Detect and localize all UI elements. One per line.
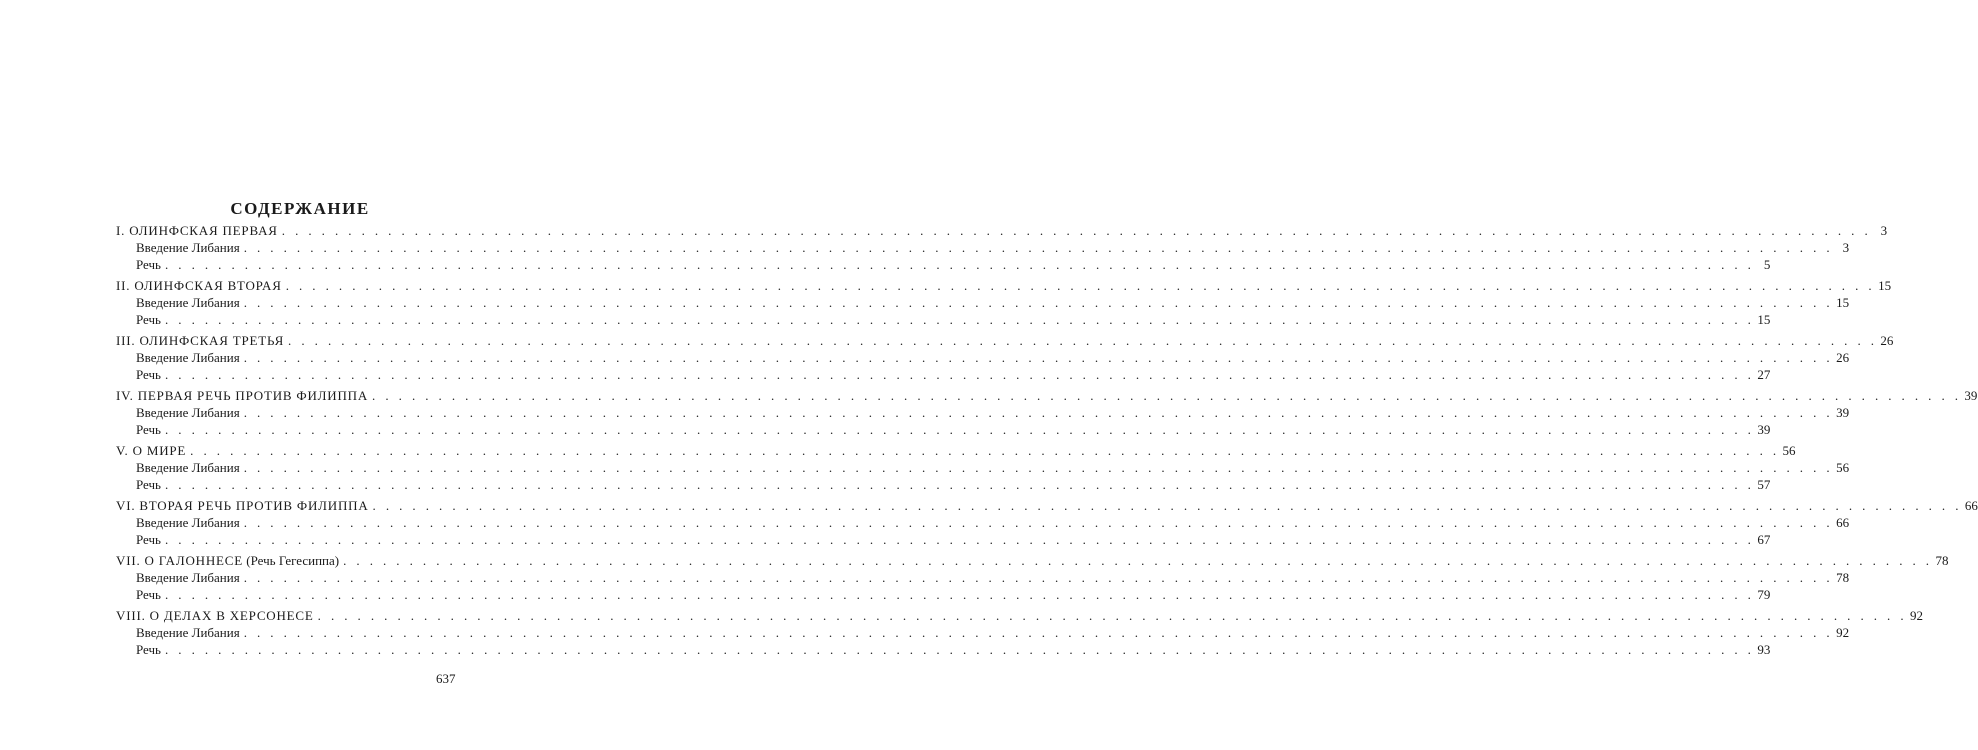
toc-leader-dots: . . . . . . . . . . . . . . . . . . . . . . . . . . . . . . . . . . . . . . . . . . . . . . . . . . . . . . . . . . . . . . . . . . . . . . . . . . . . . . . . . . . . . . . . . . . . . . . . . . . . . . . . . . . . . . . . . . . . . . . .	[285, 278, 1876, 293]
toc-page-number: 3	[1880, 223, 1888, 238]
toc-entry-label: Речь	[136, 367, 161, 382]
toc-leader-dots: . . . . . . . . . . . . . . . . . . . . . . . . . . . . . . . . . . . . . . . . . . . . . . . . . . . . . . . . . . . . . . . . . . . . . . . . . . . . . . . . . . . . . . . . . . . . . . . . . . . . . . . . . . . . . . . . . . . . . . . .	[164, 587, 1755, 602]
toc-entry-label: Речь	[136, 477, 161, 492]
toc-leader-dots: . . . . . . . . . . . . . . . . . . . . . . . . . . . . . . . . . . . . . . . . . . . . . . . . . . . . . . . . . . . . . . . . . . . . . . . . . . . . . . . . . . . . . . . . . . . . . . . . . . . . . . . . . . . . . . . . . . . . . . . .	[243, 570, 1834, 585]
page-number: 637	[436, 671, 456, 686]
toc-page-number: 93	[1757, 642, 1771, 657]
toc-section-title: III. ОЛИНФСКАЯ ТРЕТЬЯ	[116, 333, 285, 348]
toc-page-number: 26	[1836, 350, 1850, 365]
toc-page-number: 56	[1782, 443, 1796, 458]
toc-section-line	[116, 442, 1796, 459]
toc-leader-dots: . . . . . . . . . . . . . . . . . . . . . . . . . . . . . . . . . . . . . . . . . . . . . . . . . . . . . . . . . . . . . . . . . . . . . . . . . . . . . . . . . . . . . . . . . . . . . . . . . . . . . . . . . . . . . . . . . . . . . . . .	[164, 312, 1755, 327]
toc-page-number: 5	[1763, 257, 1771, 272]
toc-leader-dots: . . . . . . . . . . . . . . . . . . . . . . . . . . . . . . . . . . . . . . . . . . . . . . . . . . . . . . . . . . . . . . . . . . . . . . . . . . . . . . . . . . . . . . . . . . . . . . . . . . . . . . . . . . . . . . . . . . . . . . . .	[372, 498, 1962, 513]
toc-leader-dots: . . . . . . . . . . . . . . . . . . . . . . . . . . . . . . . . . . . . . . . . . . . . . . . . . . . . . . . . . . . . . . . . . . . . . . . . . . . . . . . . . . . . . . . . . . . . . . . . . . . . . . . . . . . . . . . . . . . . . . . .	[317, 608, 1907, 623]
toc-leader-dots: . . . . . . . . . . . . . . . . . . . . . . . . . . . . . . . . . . . . . . . . . . . . . . . . . . . . . . . . . . . . . . . . . . . . . . . . . . . . . . . . . . . . . . . . . . . . . . . . . . . . . . . . . . . . . . . . . . . . . . . .	[164, 642, 1755, 657]
toc-entry-line	[116, 404, 1850, 421]
toc-page-number: 57	[1757, 477, 1771, 492]
toc-entry-label: Речь	[136, 312, 161, 327]
toc-section-label	[116, 552, 339, 569]
toc-entry-line	[116, 641, 1771, 658]
toc-entry-label: Введение Либания	[136, 625, 240, 640]
toc-entry-label: Речь	[136, 422, 161, 437]
toc-leader-dots: . . . . . . . . . . . . . . . . . . . . . . . . . . . . . . . . . . . . . . . . . . . . . . . . . . . . . . . . . . . . . . . . . . . . . . . . . . . . . . . . . . . . . . . . . . . . . . . . . . . . . . . . . . . . . . . . . . . . . . . .	[164, 257, 1755, 272]
toc-leader-dots: . . . . . . . . . . . . . . . . . . . . . . . . . . . . . . . . . . . . . . . . . . . . . . . . . . . . . . . . . . . . . . . . . . . . . . . . . . . . . . . . . . . . . . . . . . . . . . . . . . . . . . . . . . . . . . . . . . . . . . . .	[288, 333, 1878, 348]
toc-leader-dots: . . . . . . . . . . . . . . . . . . . . . . . . . . . . . . . . . . . . . . . . . . . . . . . . . . . . . . . . . . . . . . . . . . . . . . . . . . . . . . . . . . . . . . . . . . . . . . . . . . . . . . . . . . . . . . . . . . . . . . . .	[243, 350, 1834, 365]
toc-entry-line	[116, 531, 1771, 548]
toc-leader-dots: . . . . . . . . . . . . . . . . . . . . . . . . . . . . . . . . . . . . . . . . . . . . . . . . . . . . . . . . . . . . . . . . . . . . . . . . . . . . . . . . . . . . . . . . . . . . . . . . . . . . . . . . . . . . . . . . . . . . . . . .	[164, 367, 1755, 382]
toc-section-label	[116, 387, 368, 404]
toc-entry-line	[116, 459, 1850, 476]
toc-page-number: 92	[1910, 608, 1923, 623]
toc-entry-label: Введение Либания	[136, 405, 240, 420]
toc-leader-dots: . . . . . . . . . . . . . . . . . . . . . . . . . . . . . . . . . . . . . . . . . . . . . . . . . . . . . . . . . . . . . . . . . . . . . . . . . . . . . . . . . . . . . . . . . . . . . . . . . . . . . . . . . . . . . . . . . . . . . . . .	[243, 295, 1834, 310]
toc-section-title: IV. ПЕРВАЯ РЕЧЬ ПРОТИВ ФИЛИППА	[116, 388, 369, 403]
toc-section-line	[116, 497, 1978, 514]
toc-page-number: 66	[1964, 498, 1978, 513]
toc-section-title: I. ОЛИНФСКАЯ ПЕРВАЯ	[116, 223, 278, 238]
toc-entry-label: Введение Либания	[136, 460, 240, 475]
toc-section-line	[116, 607, 1923, 624]
toc-entry-line	[116, 476, 1771, 493]
toc-page-number: 15	[1836, 295, 1850, 310]
toc-page-number: 92	[1836, 625, 1850, 640]
toc-section-title: VIII. О ДЕЛАХ В ХЕРСОНЕСЕ	[116, 608, 314, 623]
toc-section-label	[116, 607, 314, 624]
toc-list	[116, 222, 1978, 658]
toc-section-title: VII. О ГАЛОННЕСЕ	[116, 553, 244, 568]
toc-entry-line	[116, 569, 1850, 586]
toc-section-label	[116, 277, 282, 294]
toc-entry-line	[116, 256, 1771, 273]
toc-page-number: 15	[1757, 312, 1771, 327]
toc-page-number: 56	[1836, 460, 1850, 475]
toc-entry-line	[116, 239, 1850, 256]
toc-section-line	[116, 387, 1978, 404]
toc-section-line	[116, 222, 1888, 239]
toc-page-number: 27	[1757, 367, 1771, 382]
toc-entry-label: Речь	[136, 257, 161, 272]
toc-entry-line	[116, 366, 1771, 383]
toc-leader-dots: . . . . . . . . . . . . . . . . . . . . . . . . . . . . . . . . . . . . . . . . . . . . . . . . . . . . . . . . . . . . . . . . . . . . . . . . . . . . . . . . . . . . . . . . . . . . . . . . . . . . . . . . . . . . . . . . . . . . . . . .	[372, 388, 1962, 403]
toc-entry-label: Речь	[136, 532, 161, 547]
toc-entry-line	[116, 514, 1850, 531]
toc-page-number: 79	[1757, 587, 1771, 602]
toc-entry-line	[116, 624, 1850, 641]
toc-section-title: V. О МИРЕ	[116, 443, 187, 458]
toc-section-label	[116, 332, 284, 349]
toc-entry-line	[116, 421, 1771, 438]
toc-page-number: 66	[1836, 515, 1850, 530]
toc-leader-dots: . . . . . . . . . . . . . . . . . . . . . . . . . . . . . . . . . . . . . . . . . . . . . . . . . . . . . . . . . . . . . . . . . . . . . . . . . . . . . . . . . . . . . . . . . . . . . . . . . . . . . . . . . . . . . . . . . . . . . . . .	[164, 477, 1755, 492]
toc-page-number: 67	[1757, 532, 1771, 547]
toc-entry-label: Введение Либания	[136, 350, 240, 365]
toc-page-number: 39	[1836, 405, 1850, 420]
toc-leader-dots: . . . . . . . . . . . . . . . . . . . . . . . . . . . . . . . . . . . . . . . . . . . . . . . . . . . . . . . . . . . . . . . . . . . . . . . . . . . . . . . . . . . . . . . . . . . . . . . . . . . . . . . . . . . . . . . . . . . . . . . .	[243, 240, 1834, 255]
toc-entry-label: Введение Либания	[136, 295, 240, 310]
toc-leader-dots: . . . . . . . . . . . . . . . . . . . . . . . . . . . . . . . . . . . . . . . . . . . . . . . . . . . . . . . . . . . . . . . . . . . . . . . . . . . . . . . . . . . . . . . . . . . . . . . . . . . . . . . . . . . . . . . . . . . . . . . .	[164, 532, 1755, 547]
toc-entry-line	[116, 294, 1850, 311]
toc-leader-dots: . . . . . . . . . . . . . . . . . . . . . . . . . . . . . . . . . . . . . . . . . . . . . . . . . . . . . . . . . . . . . . . . . . . . . . . . . . . . . . . . . . . . . . . . . . . . . . . . . . . . . . . . . . . . . . . . . . . . . . . .	[243, 625, 1834, 640]
toc-page-number: 26	[1880, 333, 1894, 348]
toc-leader-dots: . . . . . . . . . . . . . . . . . . . . . . . . . . . . . . . . . . . . . . . . . . . . . . . . . . . . . . . . . . . . . . . . . . . . . . . . . . . . . . . . . . . . . . . . . . . . . . . . . . . . . . . . . . . . . . . . . . . . . . . .	[164, 422, 1755, 437]
toc-entry-line	[116, 311, 1771, 328]
toc-page-number: 3	[1842, 240, 1850, 255]
toc-entry-label: Введение Либания	[136, 570, 240, 585]
toc-leader-dots: . . . . . . . . . . . . . . . . . . . . . . . . . . . . . . . . . . . . . . . . . . . . . . . . . . . . . . . . . . . . . . . . . . . . . . . . . . . . . . . . . . . . . . . . . . . . . . . . . . . . . . . . . . . . . . . . . . . . . . . .	[190, 443, 1780, 458]
toc-section-label	[116, 497, 369, 514]
toc-page-number: 39	[1964, 388, 1978, 403]
toc-leader-dots: . . . . . . . . . . . . . . . . . . . . . . . . . . . . . . . . . . . . . . . . . . . . . . . . . . . . . . . . . . . . . . . . . . . . . . . . . . . . . . . . . . . . . . . . . . . . . . . . . . . . . . . . . . . . . . . . . . . . . . . .	[243, 405, 1834, 420]
toc-page-number: 78	[1836, 570, 1850, 585]
toc-leader-dots: . . . . . . . . . . . . . . . . . . . . . . . . . . . . . . . . . . . . . . . . . . . . . . . . . . . . . . . . . . . . . . . . . . . . . . . . . . . . . . . . . . . . . . . . . . . . . . . . . . . . . . . . . . . . . . . . . . . . . . . .	[243, 515, 1834, 530]
toc-title: СОДЕРЖАНИЕ	[230, 199, 370, 218]
toc-page-number: 15	[1878, 278, 1892, 293]
toc-entry-line	[116, 586, 1771, 603]
toc-entry-label: Речь	[136, 587, 161, 602]
toc-section-label	[116, 222, 278, 239]
toc-leader-dots: . . . . . . . . . . . . . . . . . . . . . . . . . . . . . . . . . . . . . . . . . . . . . . . . . . . . . . . . . . . . . . . . . . . . . . . . . . . . . . . . . . . . . . . . . . . . . . . . . . . . . . . . . . . . . . . . . . . . . . . .	[281, 223, 1872, 238]
toc-section-line	[116, 332, 1894, 349]
toc-page-number: 39	[1757, 422, 1771, 437]
toc-page-number: 78	[1935, 553, 1949, 568]
toc-section-title: VI. ВТОРАЯ РЕЧЬ ПРОТИВ ФИЛИППА	[116, 498, 369, 513]
toc-section-line	[116, 552, 1949, 569]
toc-entry-label: Введение Либания	[136, 240, 240, 255]
toc-leader-dots: . . . . . . . . . . . . . . . . . . . . . . . . . . . . . . . . . . . . . . . . . . . . . . . . . . . . . . . . . . . . . . . . . . . . . . . . . . . . . . . . . . . . . . . . . . . . . . . . . . . . . . . . . . . . . . . . . . . . . . . .	[243, 460, 1834, 475]
toc-section-title: II. ОЛИНФСКАЯ ВТОРАЯ	[116, 278, 282, 293]
toc-leader-dots: . . . . . . . . . . . . . . . . . . . . . . . . . . . . . . . . . . . . . . . . . . . . . . . . . . . . . . . . . . . . . . . . . . . . . . . . . . . . . . . . . . . . . . . . . . . . . . . . . . . . . . . . . . . . . . . . . . . . . . . .	[343, 553, 1933, 568]
toc-entry-label: Речь	[136, 642, 161, 657]
toc-section-line	[116, 277, 1892, 294]
toc-entry-label: Введение Либания	[136, 515, 240, 530]
toc-entry-line	[116, 349, 1850, 366]
toc-section-label	[116, 442, 186, 459]
toc-section-note: (Речь Гегесиппа)	[243, 553, 340, 568]
